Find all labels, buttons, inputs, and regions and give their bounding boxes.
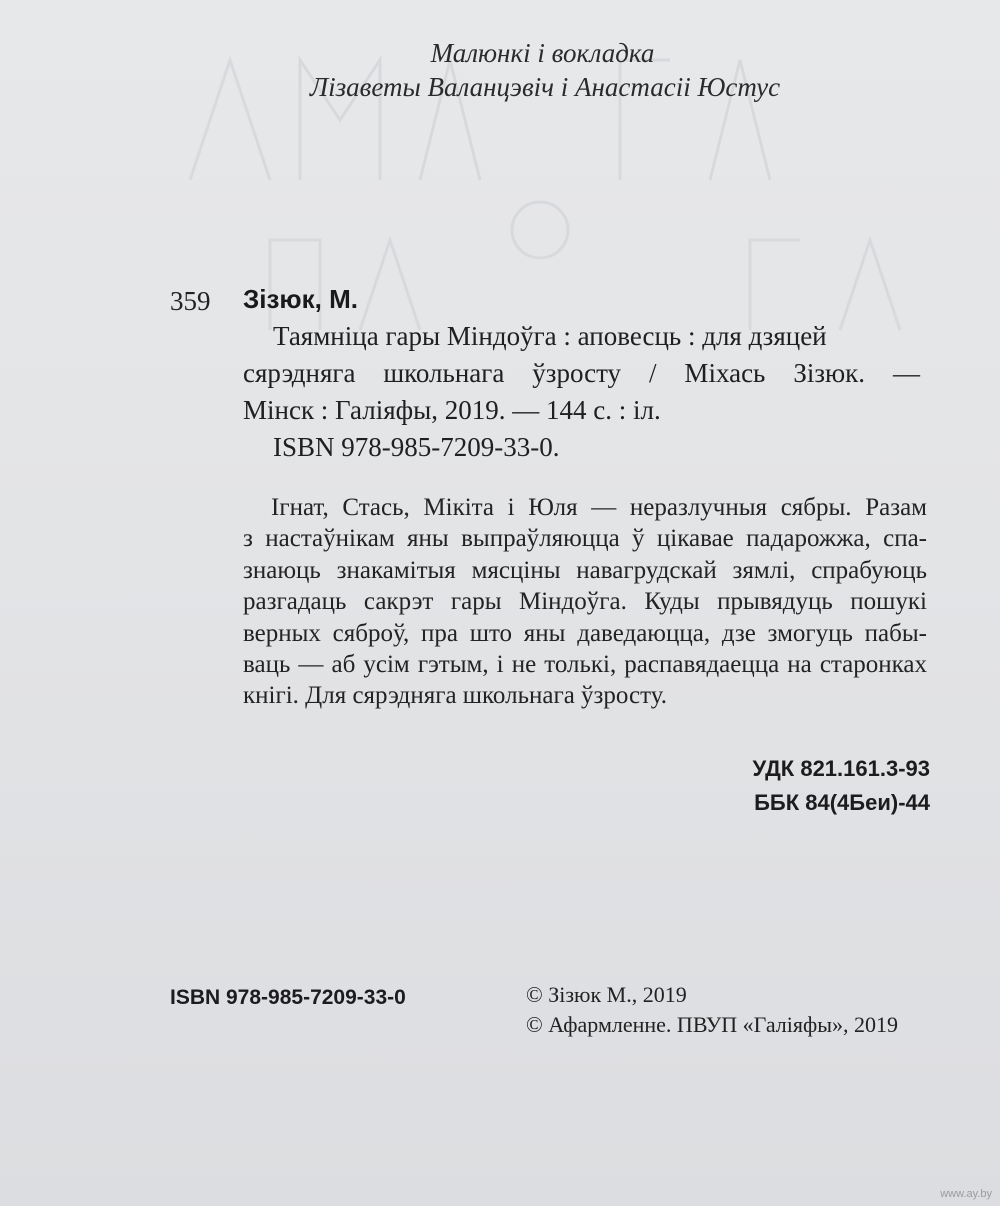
annotation-line: Ігнат, Стась, Мікіта і Юля — неразлучныя сябры. Разам — [271, 494, 927, 521]
copyright-design: © Афармленне. ПВУП «Галіяфы», 2019 — [526, 1012, 899, 1037]
annotation-line: кнігі. Для сярэдняга школьнага ўзросту. — [243, 682, 667, 710]
annotation-line: з настаўнікам яны выпраўляюцца ў цікавае падарожжа, спа- — [243, 525, 927, 553]
copyright-author: © Зізюк М., 2019 — [526, 982, 687, 1007]
biblio-line: сярэдняга школьнага ўзросту / Міхась Зізюк. — — [243, 358, 920, 388]
biblio-isbn: ISBN 978-985-7209-33-0. — [273, 432, 560, 462]
biblio-line: Таямніца гары Міндоўга : аповесць : для дзяцей — [273, 321, 827, 351]
catalog-author: Зізюк, М. — [243, 284, 358, 314]
copyright-block — [526, 980, 898, 1040]
book-annotation — [243, 492, 927, 712]
credits-line-2: Лізаветы Валанцэвіч і Анастасіі Юстус — [309, 72, 781, 102]
biblio-line: Мінск : Галіяфы, 2019. — 144 с. : іл. — [243, 395, 661, 425]
annotation-line: разгадаць сакрэт гары Міндоўга. Куды прывядуць пошукі — [243, 588, 927, 616]
site-watermark: www.ay.by — [940, 1188, 992, 1200]
bbk-code: ББК 84(4Беи)-44 — [754, 790, 930, 815]
annotation-line: ваць — аб усім гэтым, і не толькі, распавядаецца на старонках — [243, 651, 927, 679]
bibliographic-record — [243, 318, 920, 466]
annotation-line: верных сяброў, пра што яны даведаюцца, дзе змогуць пабы- — [243, 619, 927, 647]
udk-code: УДК 821.161.3-93 — [752, 756, 930, 781]
footer-isbn: ISBN 978-985-7209-33-0 — [170, 986, 406, 1009]
annotation-line: знаюць знакамітыя мясціны навагрудскай зямлі, спрабуюць — [243, 556, 927, 584]
catalog-index: 359 — [170, 286, 211, 316]
illustration-credits — [0, 36, 1000, 104]
credits-line-1: Малюнкі і вокладка — [430, 38, 655, 68]
classification-codes — [753, 752, 930, 820]
